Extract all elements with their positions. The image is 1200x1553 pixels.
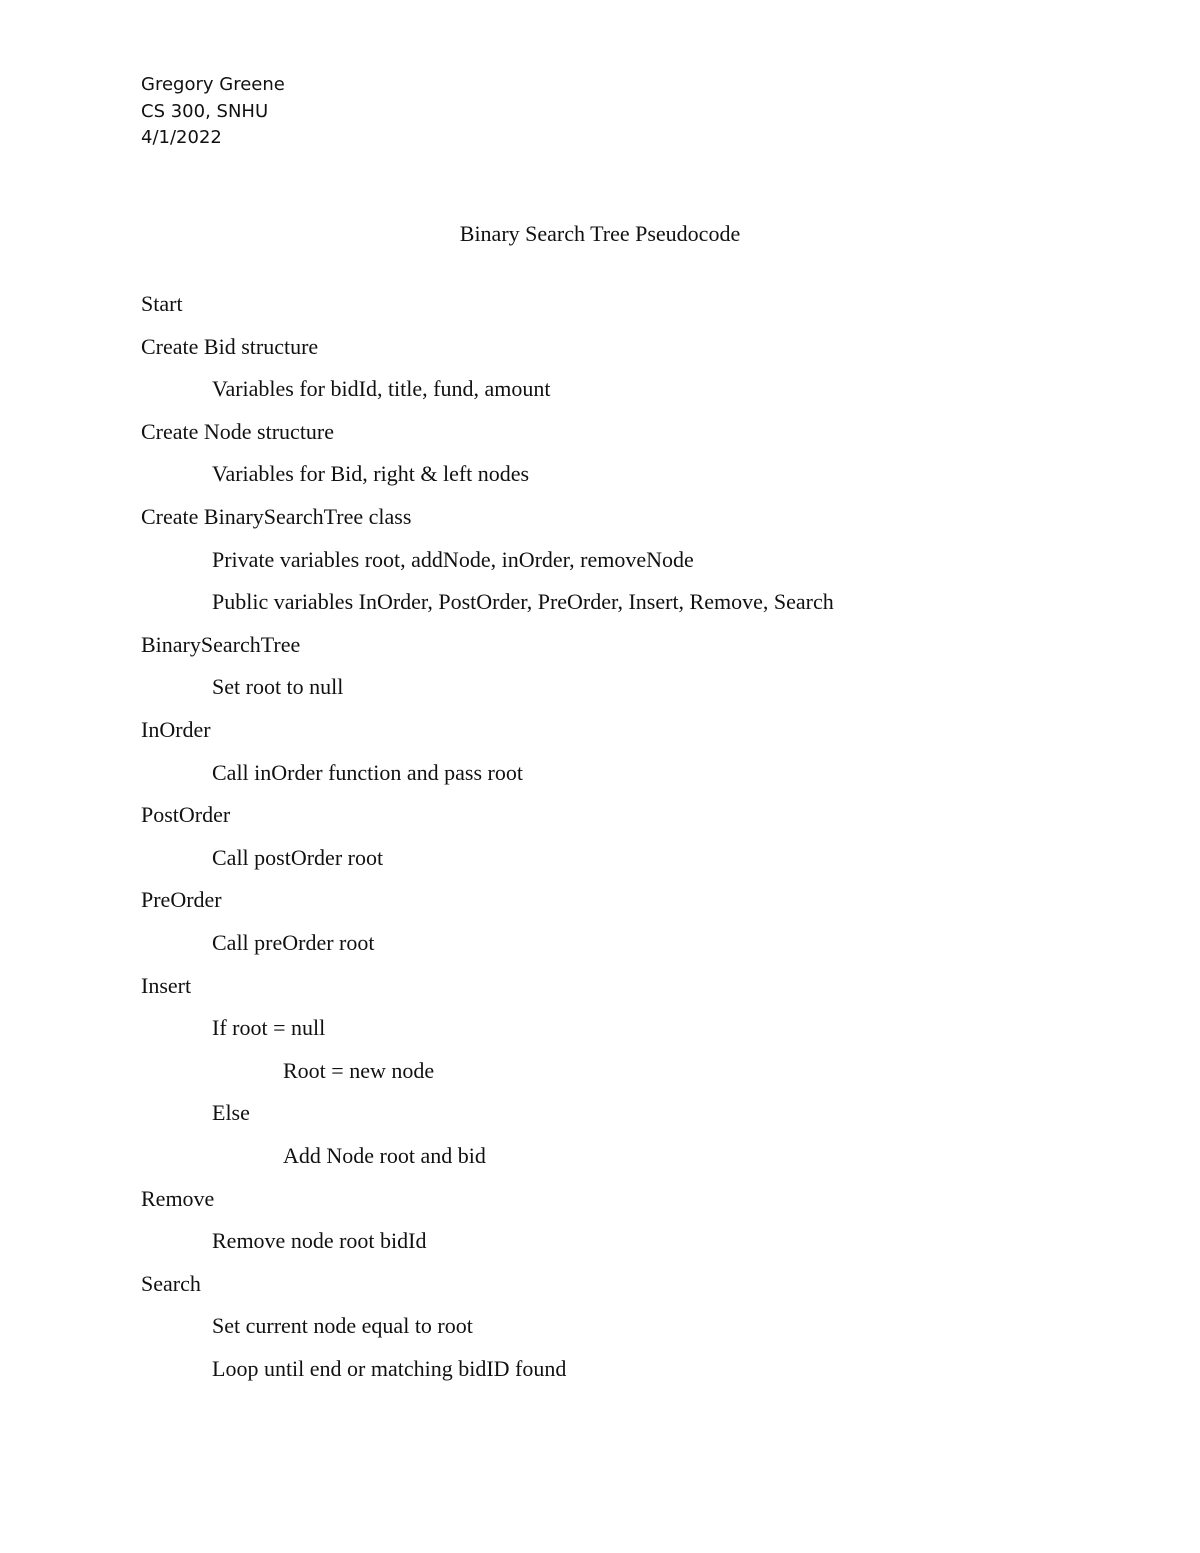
document-title: Binary Search Tree Pseudocode	[459, 221, 741, 246]
pseudocode-line: Add Node root and bid	[283, 1143, 486, 1168]
pseudocode-line: Set root to null	[212, 674, 344, 700]
author-name: Gregory Greene	[141, 74, 285, 95]
pseudocode-line: Private variables root, addNode, inOrder, removeNode	[212, 546, 694, 572]
pseudocode-line: Remove	[141, 1185, 215, 1211]
document-header	[141, 72, 285, 152]
document-date: 4/1/2022	[141, 127, 222, 148]
pseudocode-line: Call preOrder root	[212, 930, 375, 955]
pseudocode-line: Call inOrder function and pass root	[212, 759, 523, 785]
pseudocode-line: Root = new node	[283, 1057, 435, 1083]
pseudocode-line: Call postOrder root	[212, 844, 384, 870]
pseudocode-line: Insert	[141, 972, 192, 998]
pseudocode-line: Search	[141, 1270, 201, 1296]
pseudocode-line: Create Bid structure	[141, 333, 319, 359]
pseudocode-line: Set current node equal to root	[212, 1313, 473, 1339]
pseudocode-line: Loop until end or matching bidID found	[212, 1356, 567, 1381]
pseudocode-line: PreOrder	[141, 887, 222, 913]
pseudocode-line: Public variables InOrder, PostOrder, PreOrder, Insert, Remove, Search	[212, 589, 834, 615]
pseudocode-line: Create Node structure	[141, 418, 335, 444]
pseudocode-line: Create BinarySearchTree class	[141, 504, 412, 529]
pseudocode-line: PostOrder	[141, 802, 231, 828]
pseudocode-line: Else	[212, 1100, 250, 1126]
pseudocode-line: Variables for Bid, right & left nodes	[212, 461, 530, 487]
pseudocode-line: InOrder	[141, 717, 211, 742]
pseudocode-line: BinarySearchTree	[141, 631, 301, 657]
pseudocode-line: Remove node root bidId	[212, 1228, 427, 1254]
course-name: CS 300, SNHU	[141, 100, 269, 122]
pseudocode-line: Variables for bidId, title, fund, amount	[212, 376, 551, 402]
pseudocode-line: If root = null	[212, 1015, 326, 1041]
pseudocode-line: Start	[141, 291, 183, 316]
